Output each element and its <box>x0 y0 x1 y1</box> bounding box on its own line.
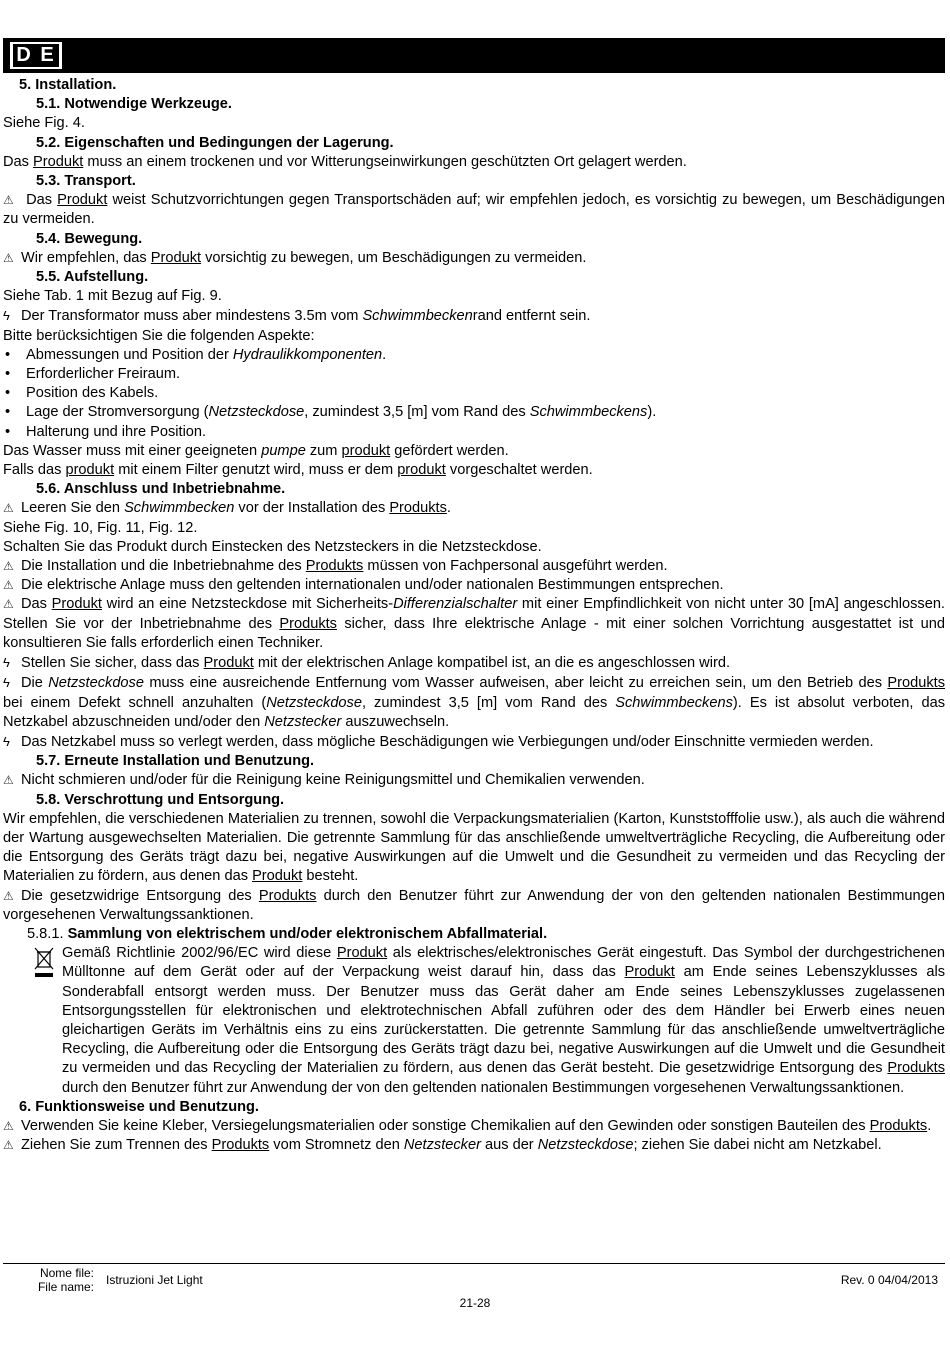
list-item: • Lage der Stromversorgung (Netzsteckdose, zumindest 3,5 [m] vom Rand des Schwimmbeckens). <box>3 403 945 422</box>
warning-icon: ⚠ <box>3 1138 14 1153</box>
list-item: • Abmessungen und Position der Hydraulikkomponenten. <box>3 346 945 365</box>
paragraph: ϟ Die Netzsteckdose muss eine ausreichende Entfernung vom Wasser aufweisen, aber leicht zu erreichen sein, um den Betrieb des Produkts bei einem Defekt schnell anzuhalten (Netzsteckdose, zumindest 3,5 [m] vom Rand des Schwimmbeckens). Es ist absolut verboten, das Netzkabel abzuschneiden und/oder den Netzstecker auszuwechseln. <box>3 675 946 730</box>
paragraph: Bitte berücksichtigen Sie die folgenden Aspekte: <box>3 327 315 344</box>
paragraph: ⚠ Ziehen Sie zum Trennen des Produkts vom Stromnetz den Netzstecker aus der Netzsteckdose; ziehen Sie dabei nicht am Netzkabel. <box>3 1136 945 1155</box>
section-5-1-title: 5.1. Notwendige Werkzeuge. <box>36 96 232 113</box>
section-5-3-title: 5.3. Transport. <box>36 173 136 190</box>
document-body <box>3 76 945 1155</box>
paragraph: ⚠ Nicht schmieren und/oder für die Reinigung keine Reinigungsmittel und Chemikalien verwenden. <box>3 771 945 790</box>
paragraph: Siehe Fig. 4. <box>3 115 85 132</box>
paragraph: ⚠ Die gesetzwidrige Entsorgung des Produkts durch den Benutzer führt zur Anwendung der von den geltenden nationalen Bestimmungen vorgesehenen Verwaltungssanktionen. <box>3 887 945 923</box>
paragraph: ⚠ Die Installation und die Inbetriebnahme des Produkts müssen von Fachpersonal ausgeführt werden. <box>3 557 945 576</box>
paragraph: ⚠ Verwenden Sie keine Kleber, Versiegelungsmaterialien oder sonstige Chemikalien auf den Gewinden oder sonstigen Bauteilen des Produkts. <box>3 1117 945 1136</box>
section-5-8-1-title: 5.8.1. Sammlung von elektrischem und/oder elektronischem Abfallmaterial. <box>27 925 548 942</box>
paragraph: Falls das produkt mit einem Filter genutzt wird, muss er dem produkt vorgeschaltet werden. <box>3 462 593 479</box>
list-item: • Erforderlicher Freiraum. <box>3 365 945 384</box>
paragraph: Schalten Sie das Produkt durch Einstecken des Netzsteckers in die Netzsteckdose. <box>3 538 542 555</box>
electric-hazard-icon: ϟ <box>3 675 10 691</box>
section-5-7-title: 5.7. Erneute Installation und Benutzung. <box>36 753 315 770</box>
warning-icon: ⚠ <box>3 193 14 208</box>
crossed-bin-icon <box>33 946 55 978</box>
footer-revision: Rev. 0 04/04/2013 <box>840 1273 938 1287</box>
paragraph: ⚠ Leeren Sie den Schwimmbecken vor der Installation des Produkts. <box>3 499 945 518</box>
warning-icon: ⚠ <box>3 1118 14 1133</box>
paragraph: Wir empfehlen, die verschiedenen Materialien zu trennen, sowohl die Verpackungsmaterialien (Karton, Kunststofffolie usw.), als auch die während der Wartung ausgewechselten Materialien. Die getrennte Sammlung für das anschließende umweltverträgliche Recycling, die Aufbereitung oder die Entsorgung des Geräts trägt dazu bei, negative Auswirkungen auf die Umwelt und die Gesundheit zu vermeiden und das Recycling der Materialien zu fördern, aus denen das Produkt besteht. <box>3 810 945 885</box>
paragraph: ⚠ Wir empfehlen, das Produkt vorsichtig zu bewegen, um Beschädigungen zu vermeiden. <box>3 249 945 268</box>
section-6-title: 6. Funktionsweise und Benutzung. <box>19 1098 259 1115</box>
section-5-8-title: 5.8. Verschrottung und Entsorgung. <box>36 791 285 808</box>
language-header-bar <box>3 38 945 73</box>
bullet-icon: • <box>5 404 11 421</box>
paragraph: Das Wasser muss mit einer geeigneten pumpe zum produkt gefördert werden. <box>3 442 509 459</box>
bullet-icon: • <box>5 346 11 363</box>
section-5-4-title: 5.4. Bewegung. <box>36 230 143 247</box>
language-badge: D E <box>10 42 62 69</box>
paragraph: Das Produkt muss an einem trockenen und vor Witterungseinwirkungen geschützten Ort gelagert werden. <box>3 153 687 170</box>
paragraph: ⚠ Die elektrische Anlage muss den geltenden internationalen und/oder nationalen Bestimmungen entsprechen. <box>3 576 945 595</box>
paragraph: ⚠ Das Produkt weist Schutzvorrichtungen gegen Transportschäden auf; wir empfehlen jedoch, es vorsichtig zu bewegen, um Beschädigungen zu vermeiden. <box>3 192 945 228</box>
section-5-2-title: 5.2. Eigenschaften und Bedingungen der Lagerung. <box>36 134 394 151</box>
list-item: • Position des Kabels. <box>3 384 945 403</box>
warning-icon: ⚠ <box>3 559 14 574</box>
section-5-6-title: 5.6. Anschluss und Inbetriebnahme. <box>36 481 286 498</box>
footer-file-name: Istruzioni Jet Light <box>106 1273 203 1287</box>
paragraph: ⚠ Das Produkt wird an eine Netzsteckdose mit Sicherheits-Differenzialschalter mit einer Empfindlichkeit von nicht unter 30 [mA] angeschlossen. Stellen Sie vor der Inbetriebnahme des Produkts sicher, dass Ihre elektrische Anlage - mit einer solchen Vorrichtung ausgestattet ist und konsultieren Sie falls erforderlich einen Techniker. <box>3 596 945 651</box>
paragraph: ϟ Stellen Sie sicher, dass das Produkt mit der elektrischen Anlage kompatibel ist, an die es angeschlossen wird. <box>3 655 730 672</box>
warning-icon: ⚠ <box>3 578 14 593</box>
paragraph: Siehe Fig. 10, Fig. 11, Fig. 12. <box>3 519 198 536</box>
electric-hazard-icon: ϟ <box>3 733 10 749</box>
paragraph: ϟ Das Netzkabel muss so verlegt werden, dass mögliche Beschädigungen wie Verbiegungen und/oder Einschnitte vermieden werden. <box>3 733 874 750</box>
paragraph: ϟ Der Transformator muss aber mindestens 3.5m vom Schwimmbeckenrand entfernt sein. <box>3 308 591 325</box>
page-number: 21-28 <box>459 1296 491 1310</box>
warning-icon: ⚠ <box>3 250 14 265</box>
bullet-icon: • <box>5 366 11 383</box>
list-item: • Halterung und ihre Position. <box>3 423 945 442</box>
footer-file-label: Nome file: File name: <box>37 1266 94 1294</box>
electric-hazard-icon: ϟ <box>3 655 10 671</box>
footer-divider <box>3 1263 945 1264</box>
warning-icon: ⚠ <box>3 773 14 788</box>
electric-hazard-icon: ϟ <box>3 308 10 324</box>
warning-icon: ⚠ <box>3 888 14 903</box>
warning-icon: ⚠ <box>3 501 14 516</box>
weee-paragraph: Gemäß Richtlinie 2002/96/EC wird diese Produkt als elektrisches/elektronisches Gerät eingestuft. Das Symbol der durchgestrichenen Mülltonne auf dem Gerät oder auf der Verpackung weist darauf hin, dass das Produkt am Ende seines Lebenszyklusses als Sonderabfall entsorgt werden muss. Der Benutzer muss das Gerät daher am Ende seines Lebenszyklusses zugelassenen Entsorgungsstellen für elektronischen und elektrotechnischen Abfall zuführen oder des dem Händler bei Erwerb eines neuen gleichartigen Geräts im Verhältnis eins zu eins zurückerstatten. Die getrennte Sammlung für das anschließende umweltverträgliche Recycling, die Aufbereitung oder die Entsorgung des Geräts trägt dazu bei, negative Auswirkungen auf die Umwelt und die Gesundheit zu vermeiden und das Recycling der Materialien zu fördern, aus denen das Gerät besteht. Die gesetzwidrige Entsorgung des Produkts durch den Benutzer führt zur Anwendung der von den geltenden nationalen Bestimmungen vorgesehenen Verwaltungssanktionen. <box>3 944 945 1098</box>
section-5-title: 5. Installation. <box>19 77 117 93</box>
bullet-icon: • <box>5 423 11 440</box>
bullet-icon: • <box>5 385 11 402</box>
section-5-5-title: 5.5. Aufstellung. <box>36 269 149 286</box>
paragraph: Siehe Tab. 1 mit Bezug auf Fig. 9. <box>3 288 222 305</box>
warning-icon: ⚠ <box>3 597 14 612</box>
